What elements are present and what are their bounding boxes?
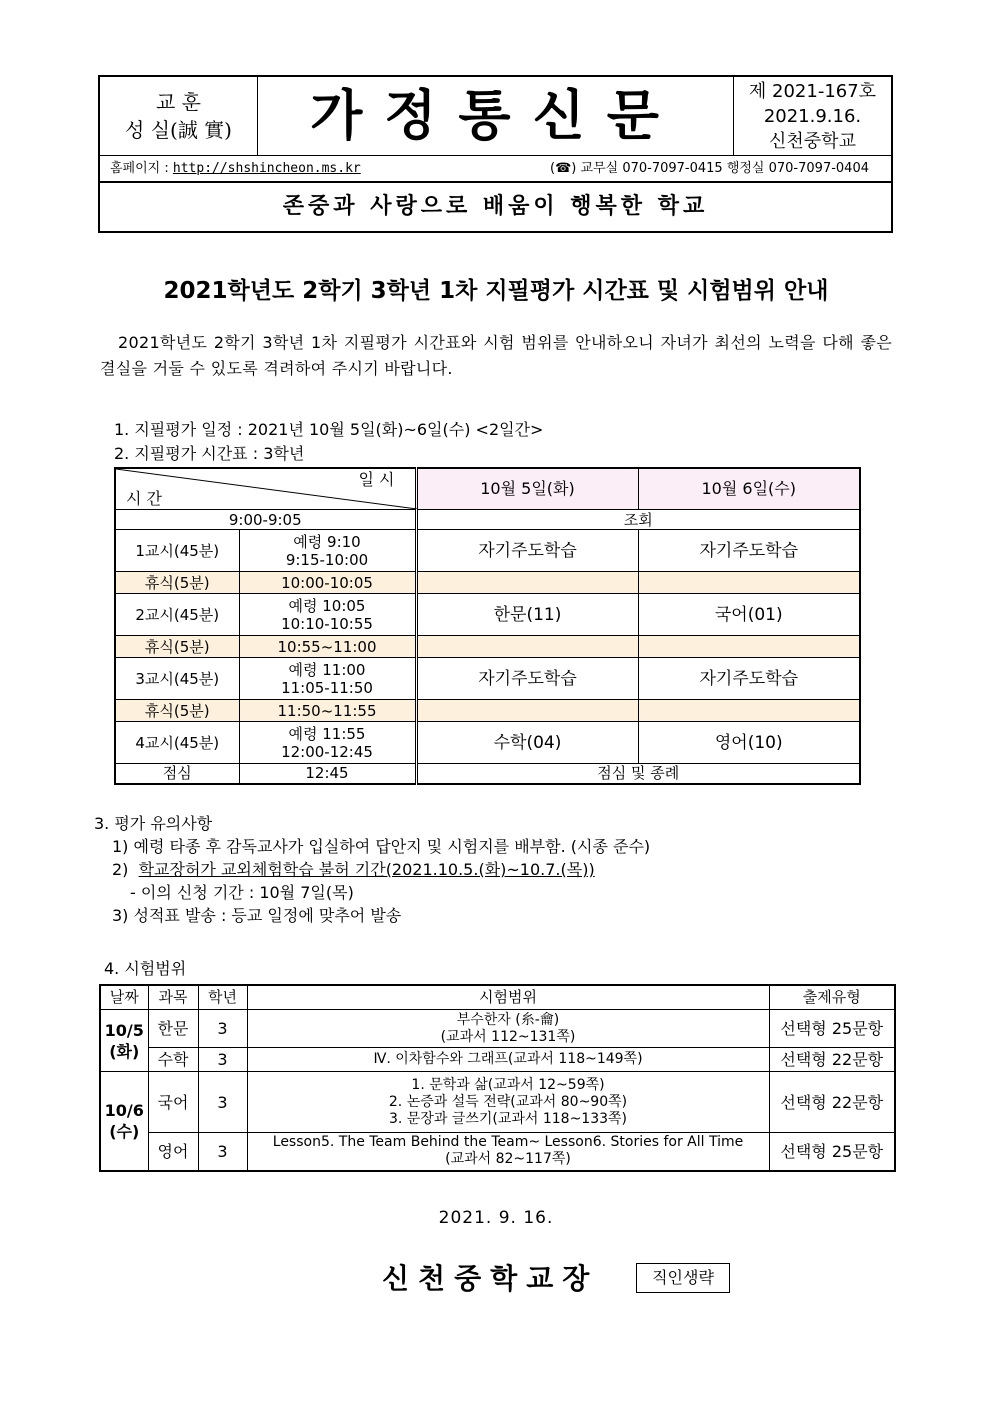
scope-cell: [247, 1072, 769, 1133]
exam-range-table: [99, 984, 896, 1172]
issue-date: 2021.9.16.: [763, 106, 862, 127]
seal-omitted-box: 직인생략: [636, 1263, 730, 1293]
grade-cell: 3: [198, 1072, 247, 1133]
type-cell: 선택형 25문항: [769, 1133, 895, 1171]
school-motto: [100, 77, 258, 155]
break-day2: [638, 700, 860, 722]
scope-line: 3. 문장과 글쓰기(교과서 118~133쪽): [388, 1110, 628, 1127]
newsletter-title: 가정통신문: [310, 84, 681, 147]
phone-numbers: (☎) 교무실 070-7097-0415 행정실 070-7097-0404: [550, 161, 869, 176]
period-cell: 3교시(45분): [115, 658, 239, 700]
note-item-1: 1) 예령 타종 후 감독교사가 입실하여 답안지 및 시험지를 배부함. (시종 준수): [112, 837, 651, 856]
principal-signature: 신천중학교장: [382, 1262, 599, 1295]
bell-time: 예령 11:55: [288, 724, 366, 743]
date-cell: [100, 1072, 148, 1171]
day1-subject: 수학(04): [416, 722, 638, 764]
type-cell: 선택형 22문항: [769, 1048, 895, 1072]
break-day2: [638, 636, 860, 658]
table-row: [100, 1072, 895, 1133]
col-header-type: 출제유형: [769, 985, 895, 1010]
corner-header: [115, 468, 416, 510]
break-time: 10:55~11:00: [239, 636, 416, 658]
day2-subject: 자기주도학습: [638, 658, 860, 700]
assembly-time: 9:00-9:05: [115, 510, 416, 530]
period-cell: 4교시(45분): [115, 722, 239, 764]
type-cell: 선택형 25문항: [769, 1010, 895, 1048]
day1-subject: 자기주도학습: [416, 658, 638, 700]
break-cell: 휴식(5분): [115, 572, 239, 594]
break-time: 10:00-10:05: [239, 572, 416, 594]
exam-timetable: [114, 467, 861, 785]
motto-value: 성 실(誠 實): [125, 118, 232, 142]
scope-line: 1. 문학과 삶(교과서 12~59쪽): [411, 1076, 605, 1093]
note-item-3: 3) 성적표 발송 : 등교 일정에 맞추어 발송: [112, 906, 402, 925]
type-cell: 선택형 22문항: [769, 1072, 895, 1133]
day2-subject: 영어(10): [638, 722, 860, 764]
break-time: 11:50~11:55: [239, 700, 416, 722]
subject-cell: 한문: [148, 1010, 198, 1048]
motto-label: 교 훈: [156, 90, 201, 114]
homepage: [110, 155, 361, 183]
table-row: [115, 530, 860, 572]
subject-cell: 영어: [148, 1133, 198, 1171]
break-day1: [416, 700, 638, 722]
time-cell: [239, 530, 416, 572]
col-header-grade: 학년: [198, 985, 247, 1010]
scope-line: (교과서 112~131쪽): [440, 1028, 576, 1045]
time-cell: [239, 594, 416, 636]
header-top-row: [100, 77, 891, 156]
bell-time: 예령 11:00: [288, 660, 366, 679]
bell-time: 예령 9:10: [293, 532, 361, 551]
note-item-2: [94, 858, 650, 881]
scope-line: 2. 논증과 설득 전략(교과서 80~90쪽): [388, 1093, 628, 1110]
col-header-subject: 과목: [148, 985, 198, 1010]
table-row: [115, 722, 860, 764]
corner-bottom-label: 시 간: [126, 489, 162, 508]
break-cell: 휴식(5분): [115, 636, 239, 658]
break-day1: [416, 636, 638, 658]
corner-top-label: 일 시: [358, 470, 395, 489]
period-cell: 1교시(45분): [115, 530, 239, 572]
table-row: [115, 764, 860, 784]
time-cell: [239, 658, 416, 700]
table-header-row: [100, 985, 895, 1010]
time-cell: [239, 722, 416, 764]
note-item-2-sub: - 이의 신청 기간 : 10월 7일(목): [130, 883, 354, 902]
issue-number: 제 2021-167호: [748, 81, 877, 102]
day1-header: 10월 5일(화): [416, 468, 638, 510]
note-item-2-text: 학교장허가 교외체험학습 불허 기간(2021.10.5.(화)~10.7.(목)): [138, 860, 595, 879]
table-row: [100, 1010, 895, 1048]
evaluation-notes: [94, 812, 650, 927]
date-cell: [100, 1010, 148, 1072]
document-title: 2021학년도 2학기 3학년 1차 지필평가 시간표 및 시험범위 안내: [163, 278, 829, 304]
lunch-note: 점심 및 종례: [416, 764, 860, 784]
bell-time: 예령 10:05: [288, 596, 366, 615]
exam-time: 10:10-10:55: [281, 614, 373, 633]
day2-subject: 자기주도학습: [638, 530, 860, 572]
scope-line: 부수한자 (糸-龠): [456, 1011, 560, 1028]
scope-cell: [247, 1010, 769, 1048]
exam-time: 9:15-10:00: [285, 550, 369, 569]
school-name: 신천중학교: [769, 131, 856, 152]
date-text: 10/6 (수): [104, 1100, 144, 1141]
period-cell: 2교시(45분): [115, 594, 239, 636]
col-header-date: 날짜: [100, 985, 148, 1010]
table-row: [115, 658, 860, 700]
school-slogan: 존중과 사랑으로 배움이 행복한 학교: [282, 194, 709, 219]
subject-cell: 국어: [148, 1072, 198, 1133]
break-cell: 휴식(5분): [115, 700, 239, 722]
intro-paragraph: 2021학년도 2학기 3학년 1차 지필평가 시간표와 시험 범위를 안내하오니 자녀가 최선의 노력을 다해 좋은 결실을 거둘 수 있도록 격려하여 주시기 바랍니다.: [100, 333, 892, 378]
notes-heading: 3. 평가 유의사항: [94, 814, 213, 833]
table-row: [115, 594, 860, 636]
day1-subject: 한문(11): [416, 594, 638, 636]
exam-time: 12:00-12:45: [281, 742, 373, 761]
scope-line: Lesson5. The Team Behind the Team~ Lesson6. Stories for All Time: [272, 1134, 744, 1151]
contact-row: [100, 155, 891, 183]
issue-date-footer: 2021. 9. 16.: [438, 1208, 554, 1228]
subject-cell: 수학: [148, 1048, 198, 1072]
break-day2: [638, 572, 860, 594]
table-row: [115, 572, 860, 594]
letter-header: [98, 75, 893, 233]
note-item-2-number: 2): [112, 860, 129, 879]
issue-meta: [733, 77, 891, 155]
table-row: [100, 1048, 895, 1072]
day2-subject: 국어(01): [638, 594, 860, 636]
section-timetable-heading: 2. 지필평가 시간표 : 3학년: [114, 444, 305, 463]
table-row: [115, 636, 860, 658]
range-heading: 4. 시험범위: [104, 959, 187, 978]
scope-line: (교과서 82~117쪽): [445, 1151, 571, 1168]
homepage-link[interactable]: http://shshincheon.ms.kr: [172, 161, 361, 176]
grade-cell: 3: [198, 1048, 247, 1072]
col-header-scope: 시험범위: [247, 985, 769, 1010]
day2-header: 10월 6일(수): [638, 468, 860, 510]
scope-cell: Ⅳ. 이차함수와 그래프(교과서 118~149쪽): [247, 1048, 769, 1072]
table-row: [100, 1133, 895, 1171]
day1-subject: 자기주도학습: [416, 530, 638, 572]
break-day1: [416, 572, 638, 594]
lunch-time: 12:45: [239, 764, 416, 784]
homepage-label: 홈페이지 :: [110, 161, 169, 176]
assembly-label: 조회: [416, 510, 860, 530]
grade-cell: 3: [198, 1133, 247, 1171]
grade-cell: 3: [198, 1010, 247, 1048]
exam-time: 11:05-11:50: [281, 678, 373, 697]
lunch-label: 점심: [115, 764, 239, 784]
scope-cell: [247, 1133, 769, 1171]
section-exam-dates: 1. 지필평가 일정 : 2021년 10월 5일(화)~6일(수) <2일간>: [114, 420, 544, 439]
date-text: 10/5 (화): [104, 1020, 144, 1061]
table-row: [115, 700, 860, 722]
